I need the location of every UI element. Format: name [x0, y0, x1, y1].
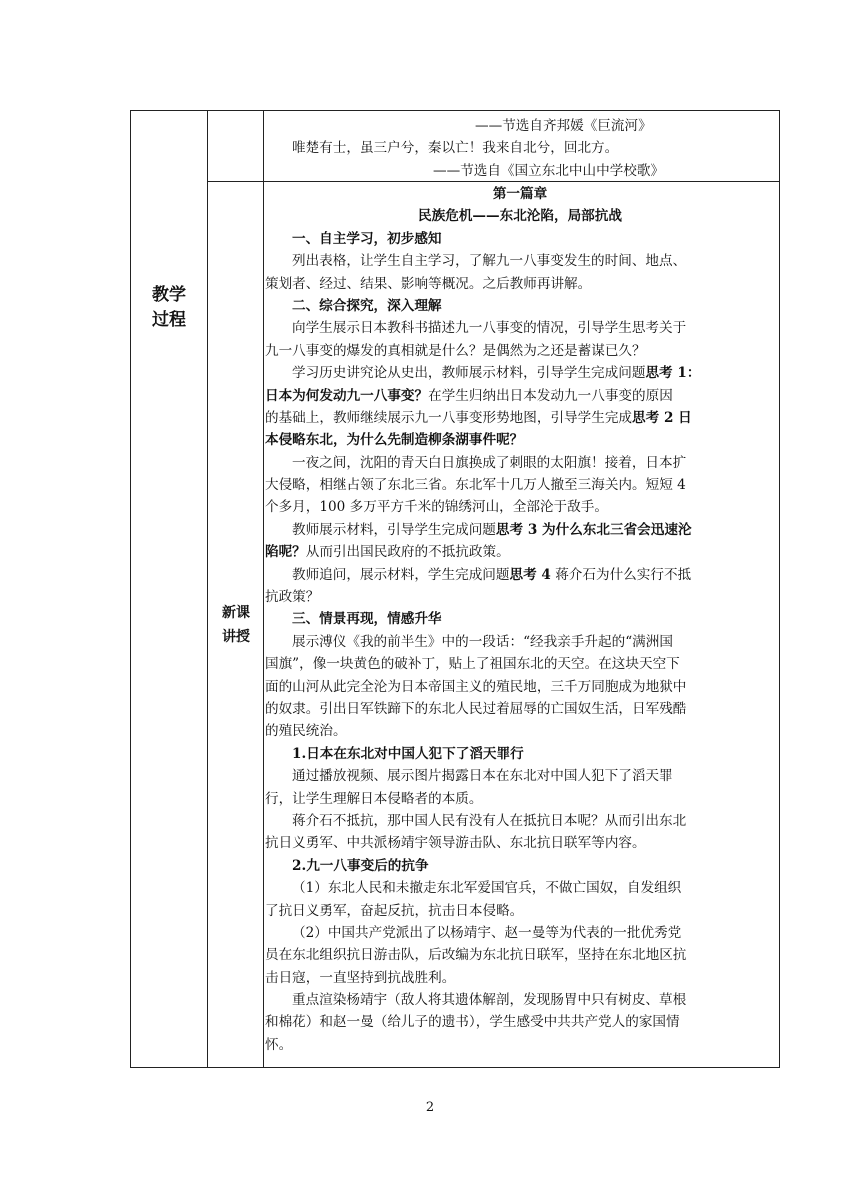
column-divider-1 — [207, 111, 208, 1067]
paragraph-line: 和棉花）和赵一曼（给儿子的遗书），学生感受中共共产党人的家国情 — [265, 1014, 680, 1031]
lesson-content — [265, 183, 775, 1056]
question-text: 日本为何发动九一八事变？ — [265, 387, 429, 404]
paragraph-line: 陷呢？从而引出国民政府的不抵抗政策。 — [265, 544, 510, 561]
paragraph-line: 怀。 — [265, 1036, 293, 1053]
question-text: 思考 3 为什么东北三省会迅速沦 — [495, 521, 692, 538]
paragraph-line: 大侵略，相继占领了东北三省。东北军十几万人撤至三海关内。短短 4 — [265, 477, 686, 494]
section-heading-3: 三、情景再现，情感升华 — [292, 611, 442, 628]
page-number: 2 — [425, 1100, 435, 1115]
paragraph-line: 策划者、经过、结果、影响等概况。之后教师再讲解。 — [265, 275, 592, 292]
question-label: 思考 4 — [509, 566, 551, 583]
paragraph-line: 的殖民统治。 — [265, 723, 347, 740]
paragraph-line: 九一八事变的爆发的真相就是什么？是偶然为之还是蓄谋已久？ — [265, 342, 646, 359]
section-heading-1: 一、自主学习，初步感知 — [292, 230, 442, 247]
paragraph-line: 教师展示材料，引导学生完成问题思考 3 为什么东北三省会迅速沦 — [292, 521, 692, 538]
quote-source-1: ——节选自齐邦媛《巨流河》 — [475, 118, 652, 134]
paragraph-line: 击日寇，一直坚持到抗战胜利。 — [265, 969, 456, 986]
paragraph-line: 教师追问，展示材料，学生完成问题思考 4 蒋介石为什么实行不抵 — [292, 566, 692, 583]
section-label-line2: 过程 — [152, 310, 186, 330]
paragraph-line: 蒋介石不抵抗，那中国人民有没有人在抵抗日本呢？从而引出东北 — [292, 812, 687, 829]
paragraph-line: 行，让学生理解日本侵略者的本质。 — [265, 790, 483, 807]
quote-cell — [265, 115, 775, 182]
paragraph-line: 国旗”，像一块黄色的破补丁，贴上了祖国东北的天空。在这块天空下 — [265, 656, 680, 673]
paragraph-line: 抗政策？ — [265, 589, 320, 606]
subsection-heading-1: 1.日本在东北对中国人犯下了滔天罪行 — [292, 745, 524, 762]
paragraph-line: 向学生展示日本教科书描述九一八事变的情况，引导学生思考关于 — [292, 320, 687, 337]
paragraph-line: 个多月，100 多万平方千米的锦绣河山，全部沦于敌手。 — [265, 499, 608, 516]
paragraph-line: 的奴隶。引出日军铁蹄下的东北人民过着屈辱的亡国奴生活，日军残酷 — [265, 700, 687, 717]
chapter-subtitle: 民族危机——东北沦陷，局部抗战 — [418, 208, 622, 225]
question-text: 本侵略东北，为什么先制造柳条湖事件呢？ — [265, 432, 524, 449]
section-label-cell — [131, 111, 207, 1067]
lesson-table — [130, 110, 780, 1068]
subsection-label-line2: 讲授 — [222, 629, 250, 645]
paragraph-line: 日本为何发动九一八事变？在学生归纳出日本发动九一八事变的原因 — [265, 387, 673, 404]
paragraph-line: 的基础上，教师继续展示九一八事变形势地图，引导学生完成思考 2 日 — [265, 409, 692, 426]
paragraph-line: 面的山河从此完全沦为日本帝国主义的殖民地，三千万同胞成为地狱中 — [265, 678, 687, 695]
subsection-heading-2: 2.九一八事变后的抗争 — [292, 857, 429, 874]
paragraph-line: （1）东北人民和未撤走东北军爱国官兵，不做亡国奴，自发组织 — [292, 880, 682, 897]
quote-source-2: ——节选自《国立东北中山中学校歌》 — [433, 162, 665, 179]
section-heading-2: 二、综合探究，深入理解 — [292, 297, 442, 314]
question-label: 思考 2 日 — [632, 409, 692, 426]
paragraph-line: 抗日义勇军、中共派杨靖宇领导游击队、东北抗日联军等内容。 — [265, 835, 646, 852]
paragraph-line: 学习历史讲究论从史出，教师展示材料，引导学生完成问题思考 1： — [292, 365, 701, 382]
quote-text: 唯楚有士，虽三户兮，秦以亡！我来自北兮，回北方。 — [292, 140, 619, 157]
paragraph-line: （2）中国共产党派出了以杨靖宇、赵一曼等为代表的一批优秀党 — [292, 924, 682, 941]
subsection-label-line1: 新课 — [222, 605, 250, 621]
paragraph-line: 员在东北组织抗日游击队，后改编为东北抗日联军，坚持在东北地区抗 — [265, 947, 687, 964]
paragraph-line: 一夜之间，沈阳的青天白日旗换成了刺眼的太阳旗！接着，日本扩 — [292, 454, 687, 471]
paragraph-line: 了抗日义勇军，奋起反抗，抗击日本侵略。 — [265, 902, 524, 919]
paragraph-line: 展示溥仪《我的前半生》中的一段话：“经我亲手升起的“满洲国 — [292, 633, 673, 650]
column-divider-2 — [263, 111, 264, 1067]
paragraph-line: 重点渲染杨靖宇（敌人将其遗体解剖，发现肠胃中只有树皮、草根 — [292, 992, 687, 1009]
section-label-line1: 教学 — [152, 285, 186, 305]
chapter-title: 第一篇章 — [492, 186, 548, 202]
paragraph-line: 通过播放视频、展示图片揭露日本在东北对中国人犯下了滔天罪 — [292, 768, 673, 785]
paragraph-line: 列出表格，让学生自主学习，了解九一八事变发生的时间、地点、 — [292, 253, 687, 270]
question-text: 陷呢？ — [265, 544, 306, 561]
question-label: 思考 1： — [645, 365, 701, 382]
